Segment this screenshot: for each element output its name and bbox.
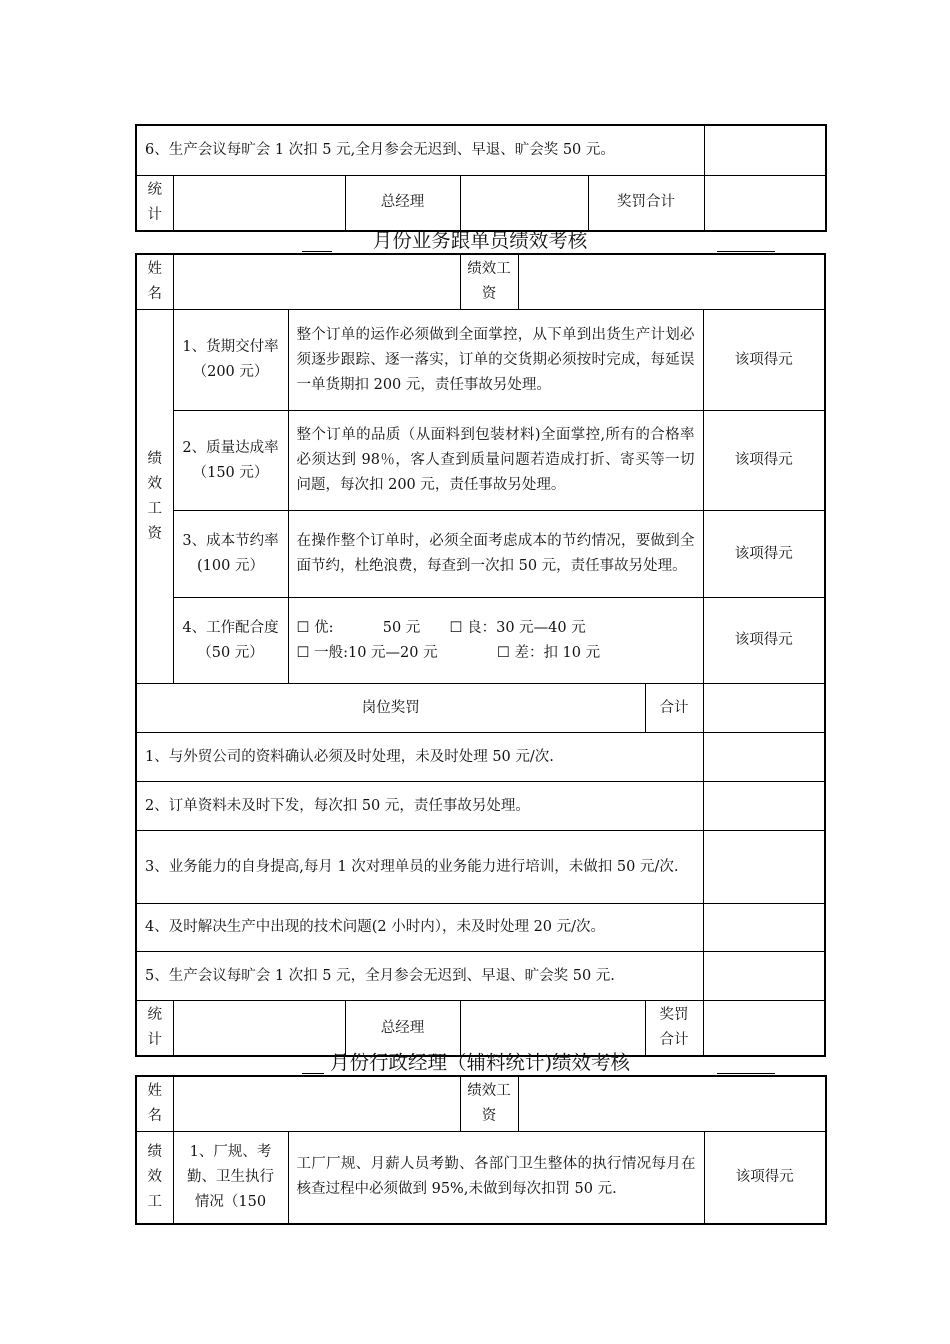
rule-2-score-cell[interactable]	[703, 782, 825, 831]
section-2-title: 月份行政经理（辅料统计)绩效考核	[329, 1051, 631, 1074]
name-input-cell[interactable]	[173, 254, 460, 310]
gm-label: 总经理	[345, 1001, 460, 1057]
item-2-desc: 整个订单的品质（从面料到包装材料)全面掌控,所有的合格率必须达到 98％，客人查到质量问题若造成打折、寄买等一切问题，每次扣 200 元，责任事故另处理。	[288, 411, 703, 511]
checkbox-poor[interactable]: ☐	[496, 644, 510, 661]
item-1-label: 1、货期交付率（200 元）	[173, 310, 288, 411]
item-4-score[interactable]: 该项得元	[703, 598, 825, 684]
rule-1-text: 1、与外贸公司的资料确认必须及时处理，未及时处理 50 元/次.	[136, 733, 703, 782]
item-1-label: 1、厂规、考勤、卫生执行情况（150	[173, 1132, 288, 1224]
option-good-value: 50 元	[382, 619, 421, 636]
option-average-label: 一般:10 元—20 元	[314, 644, 438, 661]
item-1-score[interactable]: 该项得元	[704, 1132, 826, 1224]
rule-4-text: 4、及时解决生产中出现的技术问题(2 小时内），未及时处理 20 元/次。	[136, 904, 703, 952]
total-label: 奖罚合计	[645, 1001, 703, 1057]
rule-2-text: 2、订单资料未及时下发，每次扣 50 元，责任事故另处理。	[136, 782, 703, 831]
name-input-cell[interactable]	[173, 1076, 460, 1132]
salary-input-cell[interactable]	[518, 1076, 826, 1132]
group-label: 绩效工	[136, 1132, 173, 1224]
checkbox-good[interactable]: ☐	[296, 619, 310, 636]
section-1-title: 月份业务跟单员绩效考核	[372, 229, 588, 252]
item-2-score[interactable]: 该项得元	[703, 411, 825, 511]
rule-6-text: 6、生产会议每旷会 1 次扣 5 元,全月参会无迟到、早退、旷会奖 50 元。	[136, 125, 704, 175]
rule-3-score-cell[interactable]	[703, 831, 825, 904]
gm-signature-cell[interactable]	[460, 1001, 645, 1057]
item-3-score[interactable]: 该项得元	[703, 511, 825, 598]
total-value-cell[interactable]	[704, 175, 826, 231]
salary-label: 绩效工资	[460, 1076, 518, 1132]
item-1-desc: 整个订单的运作必须做到全面掌控，从下单到出货生产计划必须逐步跟踪、逐一落实，订单的交货期必须按时完成，每延误一单货期扣 200 元，责任事故另处理。	[288, 310, 703, 411]
rule-5-text: 5、生产会议每旷会 1 次扣 5 元，全月参会无迟到、早退、旷会奖 50 元.	[136, 952, 703, 1001]
checkbox-average[interactable]: ☐	[296, 644, 310, 661]
option-fine-label: 良：30 元—40 元	[467, 619, 586, 636]
title-underline	[302, 1073, 324, 1074]
title-underline	[717, 1073, 775, 1074]
tongji-value-cell[interactable]	[173, 1001, 345, 1057]
post-rewards-label: 岗位奖罚	[136, 684, 645, 733]
sum-label: 合计	[645, 684, 703, 733]
group-label: 绩效工资	[136, 310, 173, 684]
section-1-table	[135, 253, 826, 1057]
item-4-options	[288, 598, 703, 684]
rule-6-score-cell[interactable]	[704, 125, 826, 175]
title-underline	[717, 251, 775, 252]
item-2-label: 2、质量达成率（150 元）	[173, 411, 288, 511]
tongji-label: 统计	[136, 1001, 173, 1057]
section-1-title-bar	[135, 228, 825, 254]
tongji-value-cell[interactable]	[173, 175, 345, 231]
item-1-desc: 工厂厂规、月薪人员考勤、各部门卫生整体的执行情况每月在核查过程中必须做到 95%,未做到每次扣罚 50 元.	[288, 1132, 704, 1224]
item-3-label: 3、成本节约率(100 元）	[173, 511, 288, 598]
tongji-label: 统计	[136, 175, 173, 231]
previous-section-table	[135, 124, 827, 232]
name-label: 姓名	[136, 1076, 173, 1132]
title-underline	[302, 251, 332, 252]
total-value-cell[interactable]	[703, 1001, 825, 1057]
option-good-label: 优:	[314, 619, 334, 636]
item-3-desc: 在操作整个订单时，必须全面考虑成本的节约情况，要做到全面节约，杜绝浪费，每查到一次扣 50 元，责任事故另处理。	[288, 511, 703, 598]
gm-signature-cell[interactable]	[460, 175, 588, 231]
name-label: 姓名	[136, 254, 173, 310]
item-1-score[interactable]: 该项得元	[703, 310, 825, 411]
total-label: 奖罚合计	[588, 175, 704, 231]
section-2-table	[135, 1075, 827, 1225]
rule-3-line: 3、业务能力的自身提高,每月 1 次对理单员的业务能力进行培训，未做扣 50 元/次.	[145, 858, 679, 875]
rule-4-score-cell[interactable]	[703, 904, 825, 952]
section-2-title-bar	[135, 1050, 825, 1076]
salary-input-cell[interactable]	[518, 254, 825, 310]
rule-5-score-cell[interactable]	[703, 952, 825, 1001]
checkbox-fine[interactable]: ☐	[449, 619, 463, 636]
gm-label: 总经理	[345, 175, 460, 231]
option-poor-label: 差：扣 10 元	[514, 644, 601, 661]
rule-3-text	[136, 831, 703, 904]
salary-label: 绩效工资	[460, 254, 518, 310]
item-4-label: 4、工作配合度（50 元）	[173, 598, 288, 684]
rule-1-score-cell[interactable]	[703, 733, 825, 782]
sum-value-cell[interactable]	[703, 684, 825, 733]
